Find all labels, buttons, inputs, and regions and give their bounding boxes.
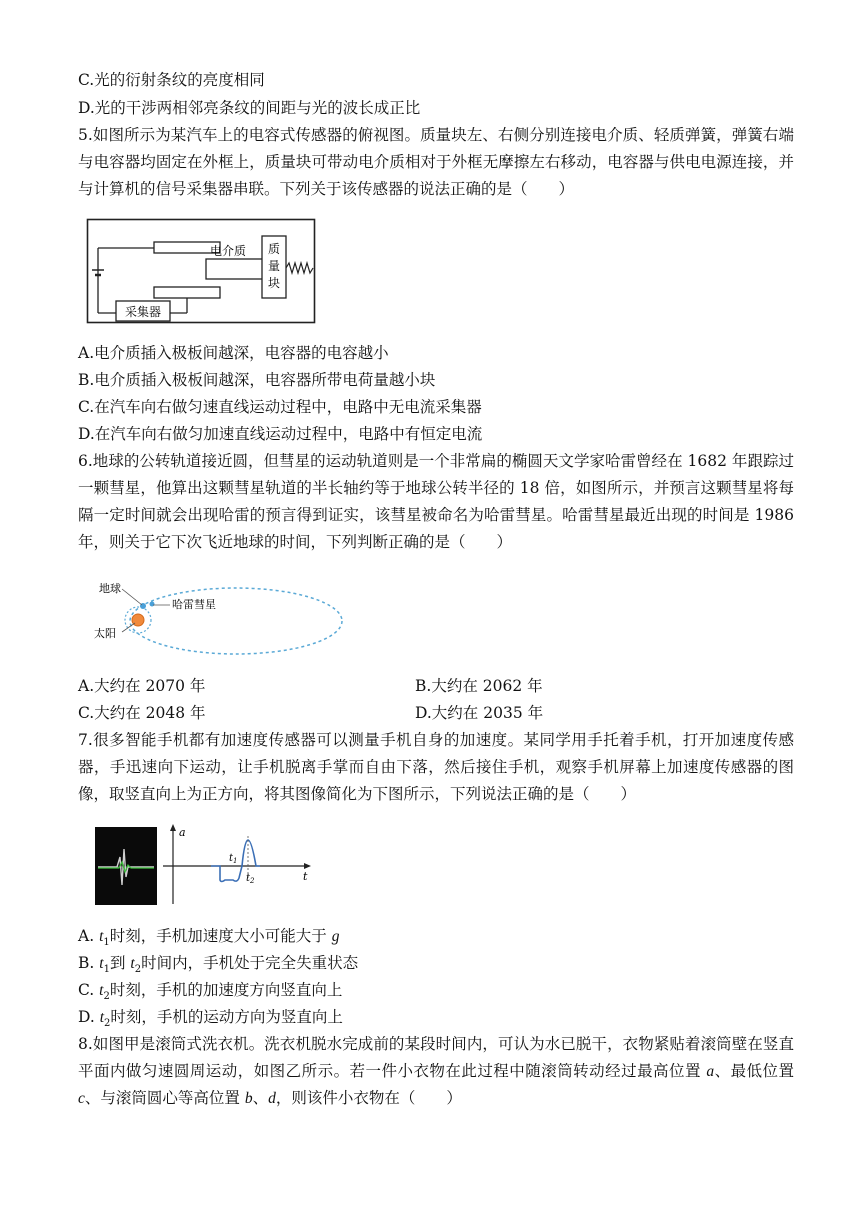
t2-label: t [246, 873, 251, 884]
subscript: 2 [134, 964, 142, 976]
dielectric-label: 电介质 [209, 244, 247, 258]
acceleration-graph-figure [163, 822, 315, 906]
phone-sensor-screen-image [95, 827, 157, 905]
var-c: c [78, 1090, 85, 1107]
option-prefix: C. [78, 981, 100, 999]
subscript: 2 [103, 991, 110, 1003]
mass-label-2: 量 [267, 259, 281, 273]
q5-stem: 5.如图所示为某汽车上的电容式传感器的俯视图。质量块左、右侧分别连接电介质、轻质弹簧，弹簧右端与电容器均固定在外框上，质量块可带动电介质相对于外框无摩擦左右移动，电容器与供电电源连接，并与计算机的信号采集器串联。下列关于该传感器的说法正确的是（ ） [78, 126, 794, 198]
option-prefix: A. [78, 927, 100, 945]
q7-stem: 7.很多智能手机都有加速度传感器可以测量手机自身的加速度。某同学用手托着手机，打开加速度传感器，手迅速向下运动，让手机脱离手掌而自由下落，然后接住手机，观察手机屏幕上加速度传感器的图像，取竖直向上为正方向，将其图像简化为下图所示，下列说法正确的是（ ） [78, 731, 794, 803]
q8-stem [78, 1031, 794, 1112]
stem-text: 、 [252, 1089, 269, 1107]
svg-text:t2 [246, 873, 255, 885]
var-g: g [331, 928, 340, 945]
var-a: a [706, 1063, 715, 1080]
q6-option-b: B.大约在 2062 年 [415, 677, 543, 695]
option-text: 到 [109, 954, 131, 972]
subscript: 1 [103, 964, 110, 976]
svg-text:t1 [229, 853, 238, 865]
q6-option-d: D.大约在 2035 年 [415, 704, 544, 722]
option-text: 时刻，手机的运动方向为竖直向上 [110, 1008, 343, 1026]
sun-label: 太阳 [94, 627, 116, 640]
stem-text: 8.如图甲是滚筒式洗衣机。洗衣机脱水完成前的某段时间内，可认为水已脱干，衣物紧贴着滚筒壁在竖直平面内做匀速圆周运动，如图乙所示。若一件小衣物在此过程中随滚筒转动经过最高位置 [78, 1035, 794, 1080]
comet-label: 哈雷彗星 [172, 598, 216, 611]
capacitive-sensor-figure [86, 218, 318, 326]
stem-text: ，则该件小衣物在（ ） [275, 1089, 462, 1107]
q6-stem: 6.地球的公转轨道接近圆，但彗星的运动轨道则是一个非常扁的椭圆天文学家哈雷曾经在 1682 年跟踪过一颗彗星，他算出这颗彗星轨道的半长轴约等于地球公转半径的 18 倍，如图所示，并预言这颗彗星将每隔一定时间就会出现哈雷的预言得到证实，该彗星被命名为哈雷彗星。哈雷彗星最近出现的时间是 1986 年，则关于它下次飞近地球的时间，下列判断正确的是（ ） [78, 452, 794, 551]
q7-option-c [78, 980, 342, 1007]
var-t: t [99, 928, 104, 945]
subscript: 1 [103, 937, 110, 949]
q6-option-a: A.大约在 2070 年 [78, 677, 206, 695]
t1-sub: 1 [233, 857, 238, 865]
var-b: b [244, 1090, 253, 1107]
earth-label: 地球 [99, 582, 121, 595]
option-prefix: B. [78, 954, 100, 972]
q4-option-c: C.光的衍射条纹的亮度相同 [78, 71, 265, 89]
var-t: t [99, 955, 104, 972]
subscript: 2 [104, 1018, 111, 1030]
stem-text: 、与滚筒圆心等高位置 [84, 1089, 245, 1107]
x-axis-label: t [303, 870, 308, 883]
q5-option-d: D.在汽车向右做匀加速直线运动过程中，电路中有恒定电流 [78, 425, 483, 443]
q5-option-a: A.电介质插入极板间越深，电容器的电容越小 [78, 344, 389, 362]
var-t: t [99, 1009, 105, 1026]
option-prefix: D. [78, 1008, 100, 1026]
t2-sub: 2 [250, 877, 255, 885]
option-text: 时刻，手机的加速度方向竖直向上 [109, 981, 343, 999]
q7-option-b [78, 953, 358, 980]
halley-orbit-figure [86, 575, 348, 667]
mass-label-1: 质 [267, 242, 281, 256]
mass-label-3: 块 [267, 276, 281, 290]
var-t: t [99, 982, 104, 999]
option-text: 时间内，手机处于完全失重状态 [141, 954, 359, 972]
q6-option-c: C.大约在 2048 年 [78, 704, 206, 722]
q4-option-d: D.光的干涉两相邻亮条纹的间距与光的波长成正比 [78, 99, 421, 117]
t1-label: t [229, 853, 234, 864]
q5-option-c: C.在汽车向右做匀速直线运动过程中，电路中无电流采集器 [78, 398, 482, 416]
collector-label: 采集器 [124, 305, 162, 319]
stem-text: 、最低位置 [714, 1062, 794, 1080]
q5-option-b: B.电介质插入极板间越深，电容器所带电荷量越小块 [78, 371, 436, 389]
var-d: d [268, 1090, 276, 1107]
var-t: t [130, 955, 135, 972]
option-text: 时刻，手机加速度大小可能大于 [109, 927, 332, 945]
y-axis-label: a [179, 826, 186, 839]
q7-option-a [78, 926, 339, 953]
